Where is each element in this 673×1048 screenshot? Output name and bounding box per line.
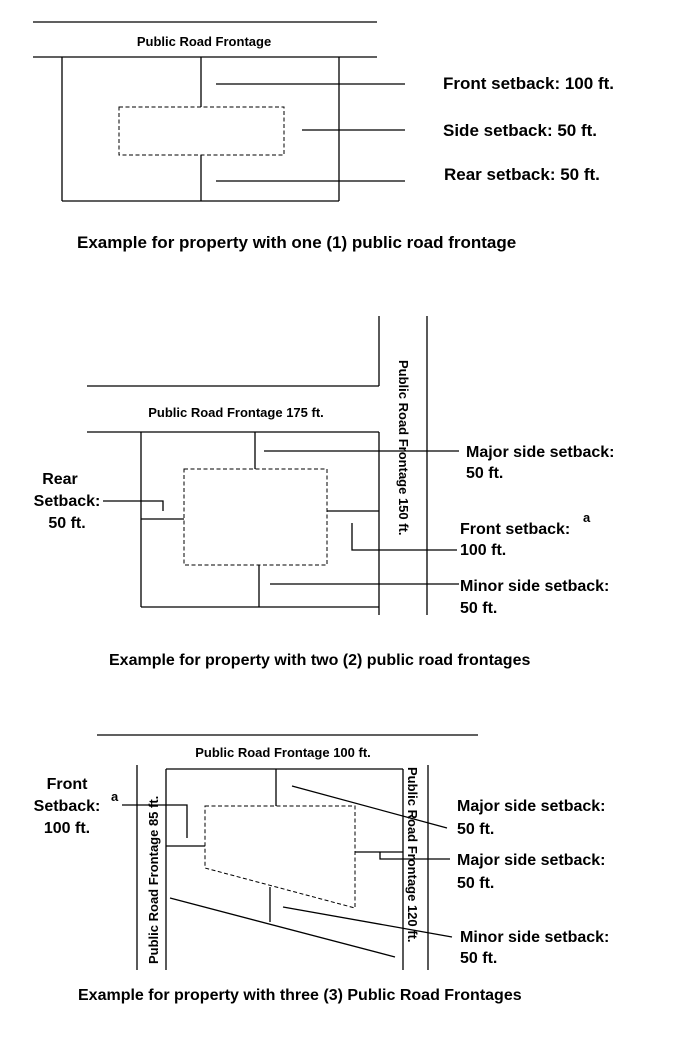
minor-side-setback-label-1: Minor side setback: — [460, 929, 610, 946]
minor-side-setback-label-1: Minor side setback: — [460, 578, 610, 595]
rear-setback-label: Rear setback: 50 ft. — [444, 165, 600, 184]
building-envelope — [184, 469, 327, 565]
front-setback-label-1: Front — [46, 776, 88, 793]
major-side-setback-b-label-1: Major side setback: — [457, 852, 606, 869]
right-road-frontage-label: Public Road Frontage 150 ft. — [396, 360, 411, 536]
left-road-frontage-label: Public Road Frontage 85 ft. — [146, 795, 161, 964]
major-side-setback-a-label-1: Major side setback: — [457, 798, 606, 815]
minor-side-setback-label-2: 50 ft. — [460, 950, 498, 967]
major-side-setback-leader-a — [292, 786, 447, 828]
diagram-two-frontages — [34, 316, 615, 669]
rear-setback-label-1: Rear — [42, 471, 78, 488]
diagram-three-caption: Example for property with three (3) Public Road Frontages — [78, 987, 522, 1004]
rear-setback-label-2: Setback: — [33, 493, 101, 510]
top-road-frontage-label: Public Road Frontage 100 ft. — [195, 745, 371, 760]
major-side-setback-b-label-2: 50 ft. — [457, 875, 495, 892]
diagram-one-caption: Example for property with one (1) public road frontage — [77, 233, 517, 252]
diagram-three-frontages — [34, 735, 610, 1004]
front-setback-label-2: Setback: — [33, 798, 101, 815]
side-setback-label: Side setback: 50 ft. — [443, 121, 598, 140]
minor-side-setback-label-2: 50 ft. — [460, 600, 498, 617]
building-envelope — [205, 806, 355, 908]
side-yard-leader — [170, 898, 395, 957]
major-side-setback-label-1: Major side setback: — [466, 444, 615, 461]
front-setback-label: Front setback: 100 ft. — [443, 74, 614, 93]
diagram-one-frontage — [33, 22, 614, 252]
road-frontage-label: Public Road Frontage — [136, 34, 272, 49]
rear-setback-leader — [103, 501, 163, 511]
front-setback-label-2: 100 ft. — [460, 542, 507, 559]
building-envelope — [119, 107, 284, 155]
top-road-frontage-label: Public Road Frontage 175 ft. — [148, 405, 324, 420]
front-setback-footnote-marker: a — [583, 510, 591, 525]
front-setback-footnote-marker: a — [111, 789, 119, 804]
right-road-frontage-label: Public Road Frontage 120 ft. — [405, 767, 420, 943]
minor-side-setback-leader — [283, 907, 452, 937]
major-side-setback-label-2: 50 ft. — [466, 465, 504, 482]
rear-setback-label-3: 50 ft. — [48, 515, 86, 532]
front-setback-label-3: 100 ft. — [43, 820, 91, 837]
major-side-setback-a-label-2: 50 ft. — [457, 821, 495, 838]
front-setback-label-1: Front setback: — [460, 521, 571, 538]
diagram-two-caption: Example for property with two (2) public road frontages — [109, 652, 531, 669]
